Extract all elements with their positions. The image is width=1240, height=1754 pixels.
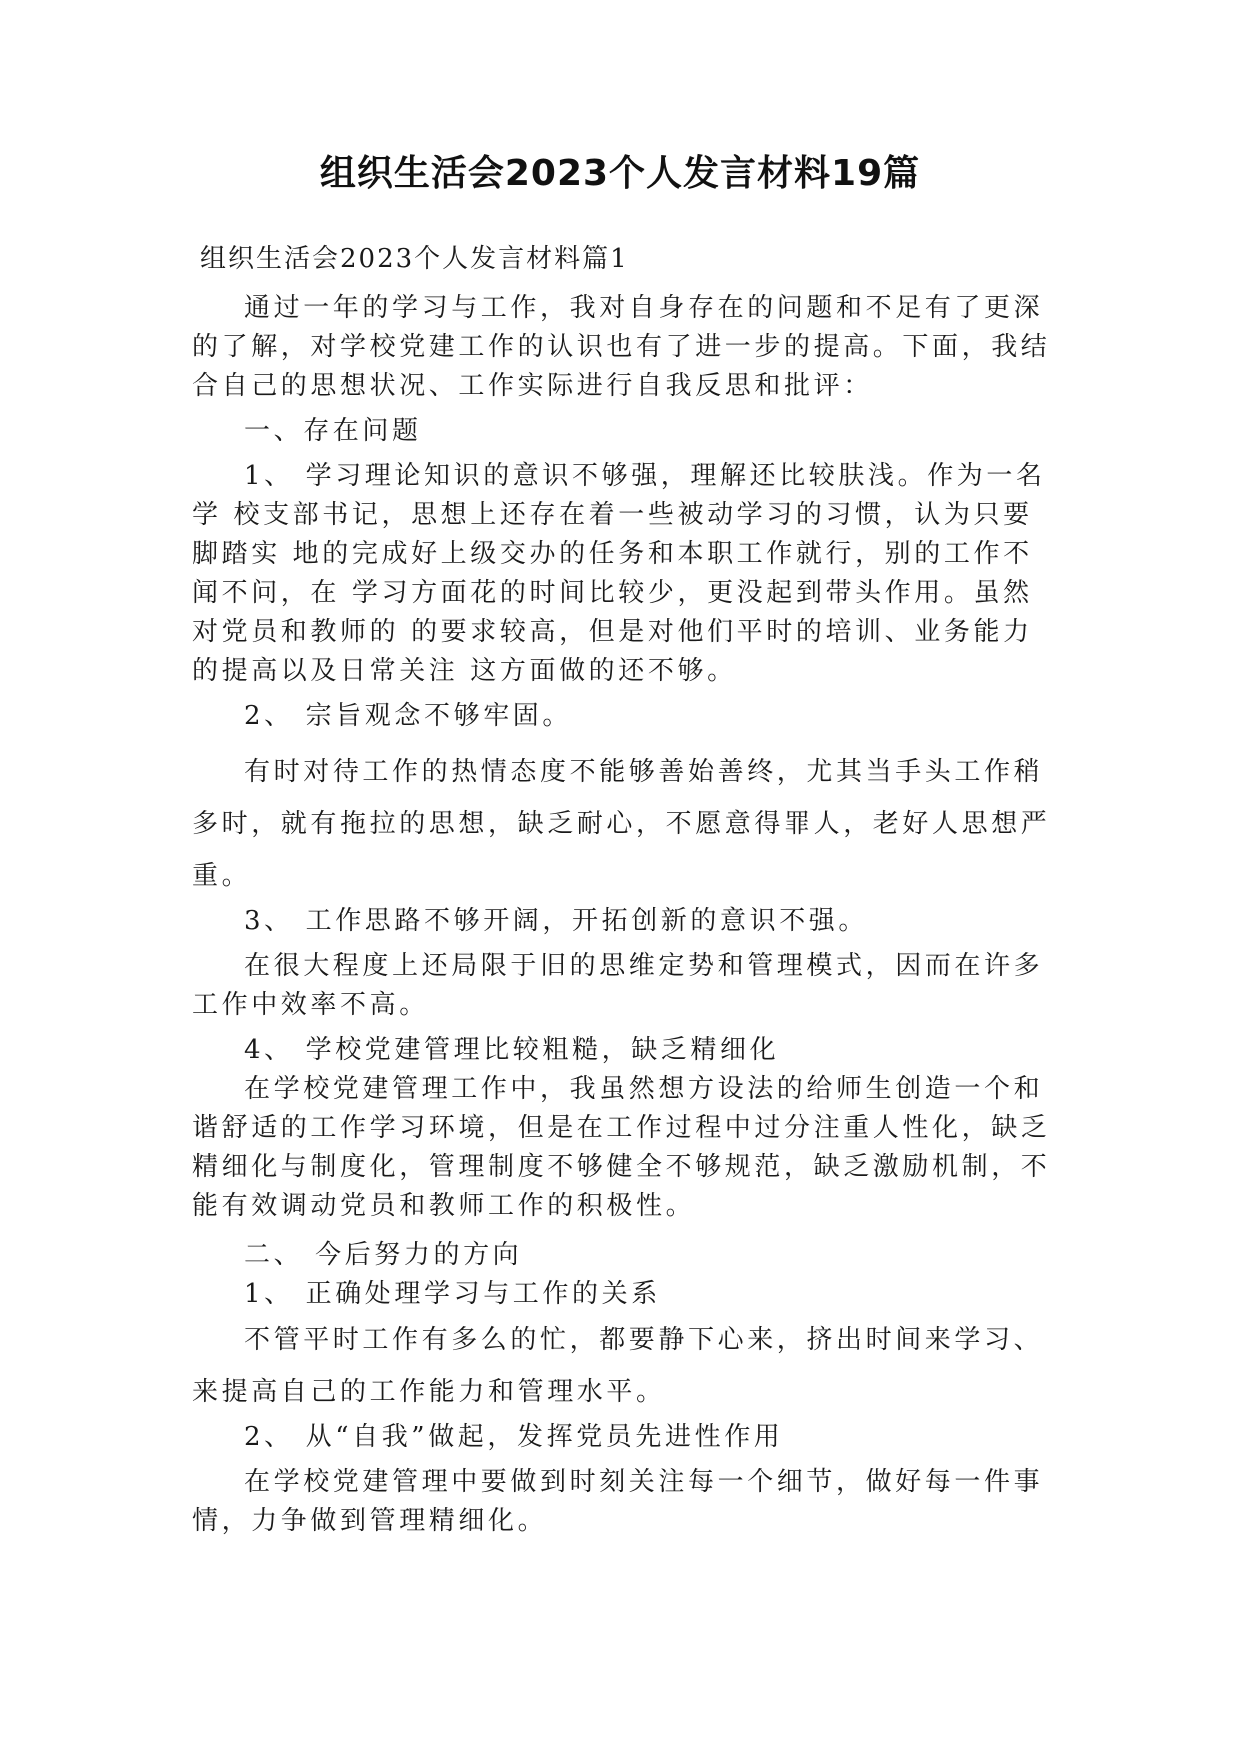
problem-heading-4: 4、 学校党建管理比较粗糙，缺乏精细化 — [244, 1035, 780, 1065]
paragraph-direction-2: 在学校党建管理中要做到时刻关注每一个细节，做好每一件事情，力争做到管理精细化。 — [192, 1467, 1044, 1536]
section-heading-direction: 二、 今后努力的方向 — [244, 1240, 523, 1270]
paragraph-direction-1: 不管平时工作有多么的忙，都要静下心来，挤出时间来学习、来提高自己的工作能力和管理水平。 — [192, 1325, 1044, 1407]
paragraph-intro: 通过一年的学习与工作，我对自身存在的问题和不足有了更深的了解，对学校党建工作的认识也有了进一步的提高。下面，我结合自己的思想状况、工作实际进行自我反思和批评： — [192, 293, 1051, 401]
problem-heading-2: 2、 宗旨观念不够牢固。 — [244, 701, 573, 731]
document-body — [192, 289, 1052, 1541]
direction-heading-2: 2、 从“自我”做起，发挥党员先进性作用 — [244, 1422, 784, 1452]
article-title: 组织生活会2023个人发言材料篇1 — [200, 244, 629, 274]
paragraph-problem-3: 在很大程度上还局限于旧的思维定势和管理模式，因而在许多工作中效率不高。 — [192, 951, 1044, 1020]
section-heading-problems: 一、存在问题 — [244, 416, 422, 446]
direction-heading-1: 1、 正确处理学习与工作的关系 — [244, 1279, 661, 1309]
paragraph-problem-1: 1、 学习理论知识的意识不够强，理解还比较肤浅。作为一名学 校支部书记，思想上还存在着一些被动学习的习惯，认为只要脚踏实 地的完成好上级交办的任务和本职工作就行，别的工作不闻不问，在 学习方面花的时间比较少，更没起到带头作用。虽然对党员和教师的 的要求较高，但是对他们平时的培训、业务能力的提高以及日常关注 这方面做的还不够。 — [192, 461, 1046, 686]
document-title: 组织生活会2023个人发言材料19篇 — [319, 153, 921, 194]
problem-heading-3: 3、 工作思路不够开阔，开拓创新的意识不强。 — [244, 906, 869, 936]
paragraph-problem-4: 在学校党建管理工作中，我虽然想方设法的给师生创造一个和谐舒适的工作学习环境，但是在工作过程中过分注重人性化，缺乏精细化与制度化，管理制度不够健全不够规范，缺乏激励机制，不能有效调动党员和教师工作的积极性。 — [192, 1074, 1051, 1221]
paragraph-problem-2: 有时对待工作的热情态度不能够善始善终，尤其当手头工作稍多时，就有拖拉的思想，缺乏耐心，不愿意得罪人，老好人思想严重。 — [192, 757, 1051, 891]
